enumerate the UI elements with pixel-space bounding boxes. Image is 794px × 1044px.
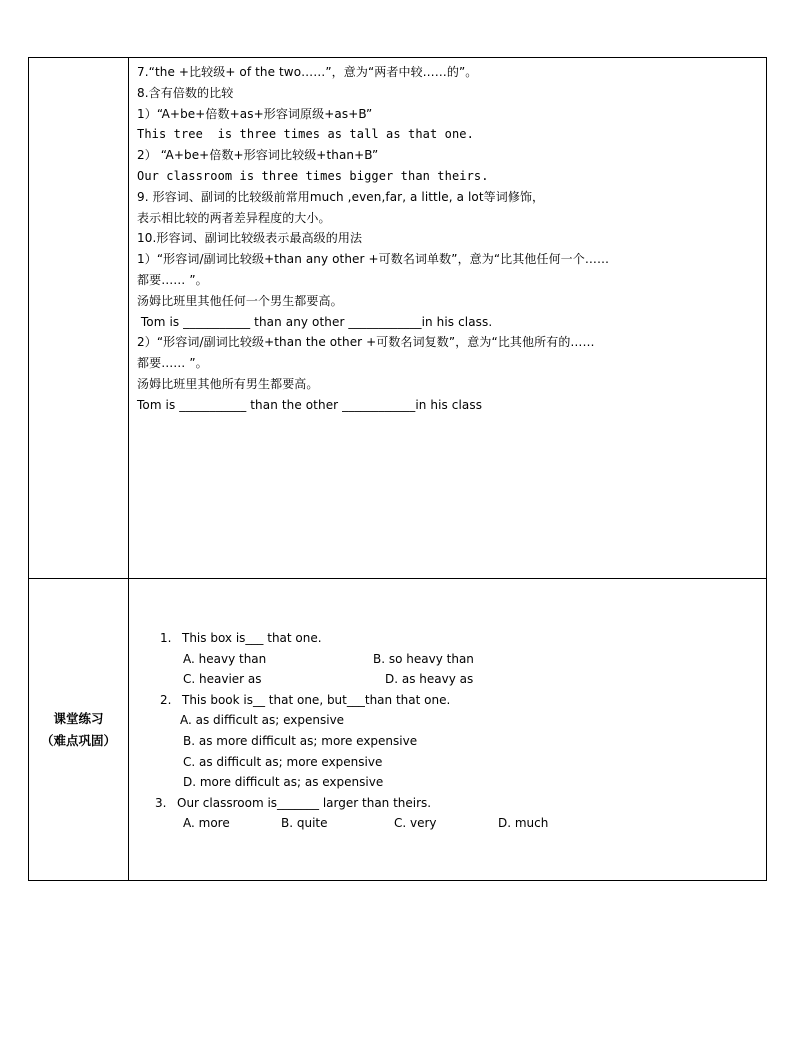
question-2: [155, 690, 766, 711]
option-c: C. very: [394, 816, 437, 831]
grammar-row: [29, 58, 767, 579]
option-a: A. more: [183, 816, 230, 831]
option-d: D. more difficult as; as expensive: [183, 775, 384, 790]
note-heading: 10.形容词、副词比较级表示最高级的用法: [137, 231, 363, 246]
exercise-label-subtitle: （难点巩固）: [40, 732, 116, 748]
option-a: A. heavy than: [183, 651, 267, 666]
lesson-table: [28, 57, 767, 881]
option-row: [155, 669, 766, 690]
example-sentence: Our classroom is three times bigger than theirs.: [137, 168, 489, 183]
translation-prompt: 汤姆比班里其他任何一个男生都要高。: [137, 293, 343, 308]
fill-blank-sentence: Tom is ___________ than the other ____________in his class: [137, 397, 483, 412]
question-text: This book is__ that one, but___than that one.: [182, 692, 451, 707]
question-text: Our classroom is_______ larger than theirs.: [177, 795, 432, 810]
exercise-list: [129, 579, 766, 834]
question-3: [155, 793, 766, 814]
option-d: D. as heavy as: [385, 672, 474, 687]
exercise-label: [29, 708, 128, 752]
option-b: B. quite: [281, 816, 328, 831]
note-line: 都要…… ”。: [137, 356, 208, 371]
translation-prompt: 汤姆比班里其他所有男生都要高。: [137, 376, 319, 391]
note-line: 1）“形容词/副词比较级+than any other +可数名词单数”，意为“比其他任何一个……: [137, 252, 610, 267]
question-number: 2.: [160, 692, 172, 707]
question-1: [155, 628, 766, 649]
note-line: 2） “A+be+倍数+形容词比较级+than+B”: [137, 148, 379, 163]
grammar-notes: [129, 58, 766, 416]
note-heading: 8.含有倍数的比较: [137, 85, 234, 100]
option-row: [155, 649, 766, 670]
option-a: A. as difficult as; expensive: [180, 713, 345, 728]
question-number: 3.: [155, 795, 167, 810]
option-c: C. heavier as: [183, 672, 262, 687]
note-line: 7.“the +比较级+ of the two……”，意为“两者中较……的”。: [137, 65, 478, 79]
question-text: This box is___ that one.: [182, 631, 322, 645]
option-c: C. as difficult as; more expensive: [183, 754, 383, 769]
example-sentence: This tree is three times as tall as that one.: [137, 127, 474, 142]
option-row: [155, 813, 766, 834]
exercise-content-cell: [129, 579, 767, 881]
grammar-content-cell: [129, 58, 767, 579]
note-line: 都要…… ”。: [137, 272, 208, 287]
option-b: B. as more difficult as; more expensive: [183, 733, 418, 748]
note-line: 2）“形容词/副词比较级+than the other +可数名词复数”，意为“比其他所有的……: [137, 335, 595, 350]
exercise-label-title: 课堂练习: [53, 710, 104, 726]
grammar-label-cell: [29, 58, 129, 579]
exercise-row: [29, 579, 767, 881]
note-line: 9. 形容词、副词的比较级前常用much ,even,far, a little, a lot等词修饰，: [137, 189, 545, 204]
question-number: 1.: [160, 631, 172, 645]
option-b: B. so heavy than: [373, 651, 474, 666]
note-line: 1）“A+be+倍数+as+形容词原级+as+B”: [137, 106, 373, 121]
note-line: 表示相比较的两者差异程度的大小。: [137, 210, 331, 225]
option-d: D. much: [498, 816, 549, 831]
exercise-label-cell: [29, 579, 129, 881]
fill-blank-sentence: Tom is ___________ than any other ____________in his class.: [137, 314, 493, 329]
